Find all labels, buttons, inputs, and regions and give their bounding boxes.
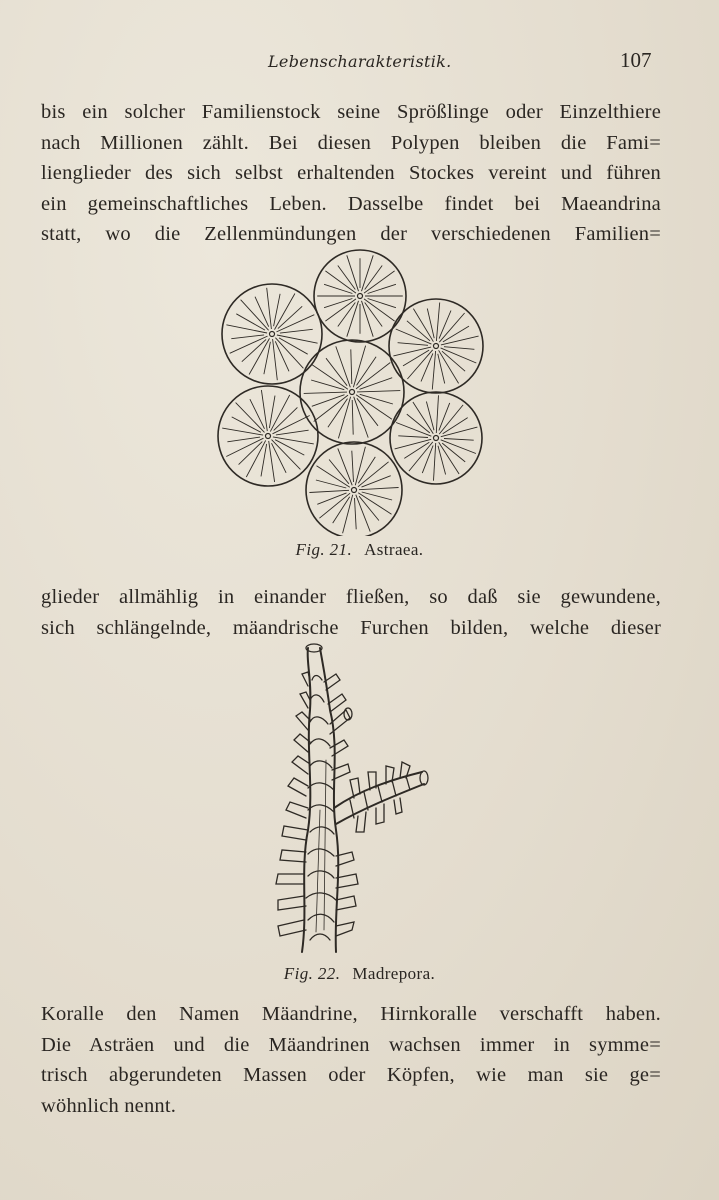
text-line: Koralle den Namen Mäandrine, Hirnkoralle verschafft haben. <box>41 1003 661 1025</box>
running-title: Lebenscharakteristik. <box>268 52 452 71</box>
text-line: nach Millionen zählt. Bei diesen Polypen bleiben die Fami= <box>41 131 661 154</box>
figure-22-caption <box>0 964 719 984</box>
madrepora-coral-illustration <box>250 640 440 960</box>
figure-22-label: Fig. 22. <box>283 964 341 983</box>
text-line: sich schlängelnde, mäandrische Furchen bilden, welche dieser <box>41 616 661 639</box>
astraea-coral-illustration <box>210 246 500 536</box>
text-line: Die Asträen und die Mäandrinen wachsen immer in symme= <box>41 1033 661 1056</box>
figure-21-name: Astraea. <box>364 540 424 559</box>
text-line: trisch abgerundeten Massen oder Köpfen, wie man sie ge= <box>41 1064 661 1086</box>
astraea-corallite <box>222 284 322 384</box>
figure-22-name: Madrepora. <box>352 964 436 983</box>
paragraph-3 <box>41 999 661 1121</box>
astraea-corallite <box>390 392 482 484</box>
text-line: wöhnlich nennt. <box>41 1094 177 1117</box>
page-number: 107 <box>620 48 652 72</box>
text-line: lienglieder des sich selbst erhaltenden Stockes vereint und führen <box>41 162 661 184</box>
astraea-corallite <box>306 442 402 536</box>
text-line: glieder allmählig in einander fließen, so daß sie gewundene, <box>41 586 661 608</box>
paragraph-2 <box>41 582 661 643</box>
text-line: bis ein solcher Familienstock seine Sprößlinge oder Einzelthiere <box>41 101 661 123</box>
figure-21-caption <box>0 540 719 560</box>
paragraph-1 <box>41 97 661 250</box>
astraea-corallite <box>300 340 404 444</box>
text-line: statt, wo die Zellenmündungen der verschiedenen Familien= <box>41 223 661 245</box>
text-line: ein gemeinschaftliches Leben. Dasselbe findet bei Maeandrina <box>41 192 661 215</box>
astraea-corallite <box>218 386 318 486</box>
running-head <box>0 46 719 76</box>
figure-21-label: Fig. 21. <box>295 540 353 559</box>
